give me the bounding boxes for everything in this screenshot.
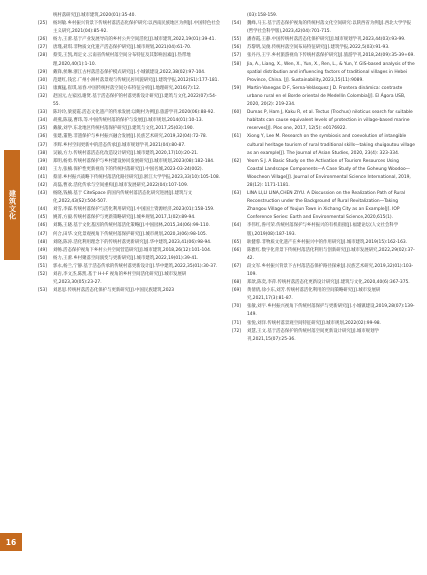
reference-text: 刘慧,王文.基于活态保护的传统村落空间更新设计研究[J].城市规划学刊,2021,15(07):25-36. [247,328,379,342]
reference-number: [43] [38,191,48,197]
reference-item [38,182,222,190]
reference-item [38,222,222,230]
reference-text: 张敏,刘宇.乡村振兴视角下传统村落保护与更新研究[J].小城镇建设,2019,28(07):139-149. [247,304,415,318]
reference-item [232,279,416,287]
reference-text: LINA LI,LI LINA,CHEN ZIYU. A Discussion on the Realization Path of Rural Reconstruction under the Background of Rural Revitalization—Taking Zhangou Village of Youjun Town in Xichang City as an Example[J]. IOP Conference Series: Earth and Environmental Science,2020,615(1). [247,191,406,221]
reference-text: 魏峰,马玉.基于活态保护视角的传统村落文化空间研究:以陕西省为例[J].西北大学学报(哲学社会科学版),2023,42(04):701-715. [247,21,412,35]
reference-text: 潘春霞,王静.中国传统村落活态化保护研究[J].城市规划学刊,2023,44(03):93-99. [247,37,406,43]
reference-number: [59] [232,85,242,91]
reference-text: 杨晓,钱楠.基于 CiteSpace 的国内传统村落活态化研究进展[J].建筑与文化,2022,43(S2):504-507. [53,191,193,205]
reference-text: (03):158-159. [247,13,278,18]
reference-number: [35] [38,126,48,132]
reference-item [38,117,222,125]
reference-item [232,44,416,52]
reference-number: [60] [232,110,242,116]
reference-text: 刘璐,王晓.基于文化基因的传统村落活化策略[J].中国园林,2015,34(06):99-110. [53,223,210,229]
reference-item [38,166,222,174]
reference-item [232,20,416,36]
reference-text: 高磊,曹欢.活化传承与空间重构[J].城市发展研究,2022(04):107-109. [53,182,189,188]
reference-text: 唐瑾,聂琪.非物质文化遗产活态保护研究[J].城市规划,2021(04):61-70. [53,45,192,51]
reference-item [232,222,416,238]
reference-item [232,263,416,279]
reference-item [232,109,416,133]
reference-item [232,52,416,60]
reference-number: [38] [38,150,48,156]
reference-text: 郭永,杨兰,宁静.基于活态传承的传统村落更新设计[J].华中建筑,2022,35(01):30-37. [53,263,218,269]
reference-number: [46] [38,223,48,229]
reference-number: [51] [38,263,48,269]
reference-number: [33] [38,110,48,116]
reference-text: 郑明,杨勇.传统村落保护与乡村建设协同发展研究[J].城市规划,2023(08):182-184. [53,158,215,164]
reference-number: [68] [232,280,242,286]
reference-number: [58] [232,61,242,67]
reference-item [38,77,222,85]
reference-item [232,12,416,20]
reference-text: 郑歆,陈奕,李萍.传统村落活态化更新设计研究[J].建筑与文化,2020,40(6):367-375. [247,280,410,286]
reference-item [38,20,222,36]
reference-number [38,12,53,20]
references-left-column [38,12,222,567]
reference-item [38,255,222,263]
reference-text: 蔡清.乡村振兴战略下传统村落活化路径研究[J].浙江大学学报,2023,33(10):105-108. [53,174,221,180]
reference-item [232,36,416,44]
reference-item [232,303,416,319]
reference-item [38,12,222,20]
reference-text: Jia, A., Liang, X., Wen, X., Yun, X., Ren, L., & Yun, Y. GIS-based analysis of the spatial distribution and influencing factors of traditional villages in Hebei Province, China. [J]. Sustainability,2023,15(11):9089. [247,61,415,83]
reference-number: [31] [38,85,48,91]
reference-number: [48] [38,239,48,245]
reference-number [232,12,247,20]
reference-item [38,142,222,150]
reference-text: 杨珂敏.乡村振兴背景下传统村落活态化保护研究:以西南民族地区为例[J].中国特色社会主义研究,2021(04):85-92. [53,21,221,35]
reference-number: [56] [232,45,242,51]
reference-number: [27] [38,45,48,51]
reference-number: [70] [232,304,242,310]
reference-number: [72] [232,328,242,334]
reference-text: 耿健蓉.非物质文化遗产在乡村振兴中的作用研究[J].城市建筑,2019(15):162-163. [247,239,408,245]
reference-text: 刘思思.传统村落活态化保护与更新研究[J].中国民族建筑,2023 [53,288,175,294]
reference-number: [62] [232,158,242,164]
reference-item [38,133,222,141]
reference-item [232,320,416,328]
reference-item [232,328,416,344]
reference-item [38,85,222,93]
reference-text: 刘畅.活态保护视角下乡村公共空间营造研究[J].城市建筑,2018,26(12):101-104. [53,247,212,253]
reference-number: [44] [38,207,48,213]
reference-item [232,239,416,247]
reference-number: [34] [38,118,48,124]
reference-text: 范建红,钱宏.广州小洲村落景观与传统民居风貌研究[J].建筑学报,2012(S1):177-181. [53,77,219,83]
reference-item [232,85,416,109]
reference-item [232,287,416,303]
reference-item [38,44,222,52]
reference-text: 陈玲玲,梁爱霞.活态文化遗产的传承发展:以鲍村为例[J].旅游学刊,2020(06):88-92. [53,110,215,116]
page-number: 16 [0,533,22,551]
reference-text: Martin-Vanegas D F, Serna-Velásquez J D. Frontera dinámica: contraste urbano rural en el Borde oriental de Medellín Colombia[J]. El Ágora USB, 2020, 20(2): 219-234. [247,85,406,108]
reference-text: Dumas P, Ham J, Kaku R, et al. Tectus (Trochus) niloticus search for suitable habitats can cause equivalent levels of protection in village-based marine reserves[J]. Plos one, 2017, 12(5): e0176922. [247,110,413,132]
reference-number: [71] [232,320,242,326]
reference-item [38,93,222,109]
reference-text: 黄倩倩,徐小东,刘芳.传统村落活化利用的空间策略研究[J].城市发展研究,2021,17(3):81-87. [247,288,381,302]
reference-number: [52] [38,272,48,277]
reference-number: [32] [38,93,48,99]
reference-item [38,271,222,287]
reference-number: [54] [232,21,242,27]
reference-number: [45] [38,215,48,221]
reference-item [38,158,222,166]
sidebar [0,0,22,575]
reference-text: 戴敏,刘学.东北地区传统村落保护研究[J].建筑与文化,2017,25(03):190. [53,126,194,132]
reference-text: 王力,张楠.保护性更新视角下的传统村落研究[J].中国名城,2023-03-24(002). [53,166,204,172]
reference-number: [42] [38,182,48,188]
reference-item [38,287,222,295]
reference-item [38,263,222,271]
reference-text: 刘雪,李霖.传统村落保护与活化利用研究[J].中国国土资源经济,2023(01):158-159. [53,207,215,213]
reference-number: [37] [38,142,48,148]
reference-item [232,158,416,190]
reference-text: 戴锋,侯琳.浙江古村落活态保护模式研究[J].小城镇建设,2022,38(02):97-104. [53,69,206,75]
reference-text: 吴颖,方力.传统村落活态化改造设计研究[J].城市建筑,2020,17(10):20-21. [53,150,199,156]
reference-number: [49] [38,247,48,253]
reference-item [38,214,222,222]
reference-item [38,125,222,133]
reference-number: [55] [232,37,242,43]
reference-text: 杨力,王蕾.基于产业发展导向的乡村公共空间活化[J].城市建筑,2022,19(01):39-41. [53,37,216,43]
reference-item [232,190,416,222]
reference-text: 陈雅红.数字化背景下传统村落活化利用与创新研究[J].城市发展研究,2022,29(02):37-42. [247,247,415,261]
reference-text: 杨力,王蕾.乡村聚落空间演变与更新研究[J].城市建筑,2022,19(01):39-41. [53,255,199,261]
reference-item [38,150,222,158]
reference-item [232,133,416,157]
reference-item [38,174,222,182]
reference-text: Xiong Y, Lee M. Research on the symbiosis and coevolution of intangible cultural heritage tourism of rural traditional skills—taking shuigoutou village as an example[J]. The Journal of Asian Studies, 2020, 23(4): 323-334. [247,134,415,156]
reference-number: [40] [38,166,48,172]
reference-text: 李辉.乡村空间更新中的活态传承[J].城市规划学刊,2021(04):80-87. [53,142,186,148]
reference-text: 姚菁,方毅.传统村落保护与更新策略研究[J].城乡规划,2017,1(02):89-94. [53,215,196,221]
reference-number: [65] [232,239,242,245]
reference-number: [61] [232,134,242,140]
reference-text: 张建,董艳.非遗保护与乡村振兴融合发展[J].民族艺术研究,2019,32(04):72-78. [53,134,208,140]
reference-number: [64] [232,223,242,229]
reference-text: 何合,田华.文化景观视角下传统村落保护研究[J].城市规划,2020,3(06):98-105. [53,231,208,237]
reference-number: [26] [38,37,48,43]
reference-number: [63] [232,191,242,197]
reference-item [232,247,416,263]
reference-item [38,109,222,117]
reference-number: [29] [38,69,48,75]
reference-text: 赵国元,左家园,谢贤.基于活态保护的村落更新设计研究[J].建筑与文化,2022(07):54-55. [53,93,217,108]
section-tab [4,150,20,260]
reference-text: 段文军.乡村振兴背景下古村落活态保护路径探索[J].民族艺术研究,2019,32(01):103-109. [247,263,414,277]
reference-number: [25] [38,21,48,27]
reference-number: [39] [38,158,48,164]
reference-text: 苏黎明,吴俊.传统村落空间布局特征研究[J].建筑学报,2022,5(03):91-93. [247,45,390,51]
reference-text: Yeom S J. A Basic Study on the Activation of Tourism Resources Using Coastal Landscape Components—A Case Study of the Goheung Woodoo—Woocheon Village[J]. Journal of Environmental Science International, 2019, 28(12): 1171-1181. [247,158,411,188]
reference-text: 康翼猛,崔琪,易春.中国传统村落空间分布特征分析[J].地理研究,2016(7):12. [53,85,201,91]
reference-number: [47] [38,231,48,237]
reference-number: [53] [38,288,48,294]
reference-text: 李伟红,鲁可荣.传统村落保护与乡村振兴的有机衔接[J].福建论坛(人文社会科学版),2019(08):187-193. [247,223,399,237]
reference-text: 刘晓,陈涛.活化利用理念下的传统村落更新研究[J].华中建筑,2023,41(06):98-94. [53,239,212,245]
reference-item [38,36,222,44]
reference-item [38,69,222,77]
reference-text: 张悦,刘洋.传统村落景观空间特征研究[J].城市规划,2022(02):99-98. [247,320,381,326]
reference-number: [66] [232,247,242,253]
reference-text: 张丹丹,王宇.乡村旅游视角下传统村落保护研究[J].旅游学刊,2018,24(09):35-39+69. [247,53,415,59]
reference-text: 蔡雯,王凯,周定文.云南省传统村落空间分布特征及其影响因素[J].热带地理,2020,40(1):1-10. [53,53,191,67]
reference-number: [41] [38,174,48,180]
reference-text: 胡燕,陈晟,曹玮,等.中国传统村落的保护与发展[J].城市规划,2014(01):10-13. [53,118,203,124]
reference-item [232,61,416,85]
reference-number: [57] [232,53,242,59]
section-title: 建筑文化 [8,190,17,220]
reference-number: [28] [38,53,48,59]
reference-item [38,206,222,214]
reference-number: [30] [38,77,48,83]
reference-number: [69] [232,288,242,294]
reference-number: [67] [232,263,242,269]
reference-item [38,190,222,206]
references-columns [38,12,416,567]
reference-item [38,239,222,247]
reference-number: [50] [38,255,48,261]
reference-item [38,231,222,239]
reference-text: 刘岩,李文杰,陈凯.基于 H-I-F 视角的乡村空间活化研究[J].城市发展研究,2023,30(05):23-27. [53,272,187,286]
reference-item [38,247,222,255]
reference-text: 统村落研究[J].城市建筑,2020(01):35-40. [53,13,136,18]
reference-item [38,52,222,68]
references-right-column [232,12,416,567]
reference-number: [36] [38,134,48,140]
